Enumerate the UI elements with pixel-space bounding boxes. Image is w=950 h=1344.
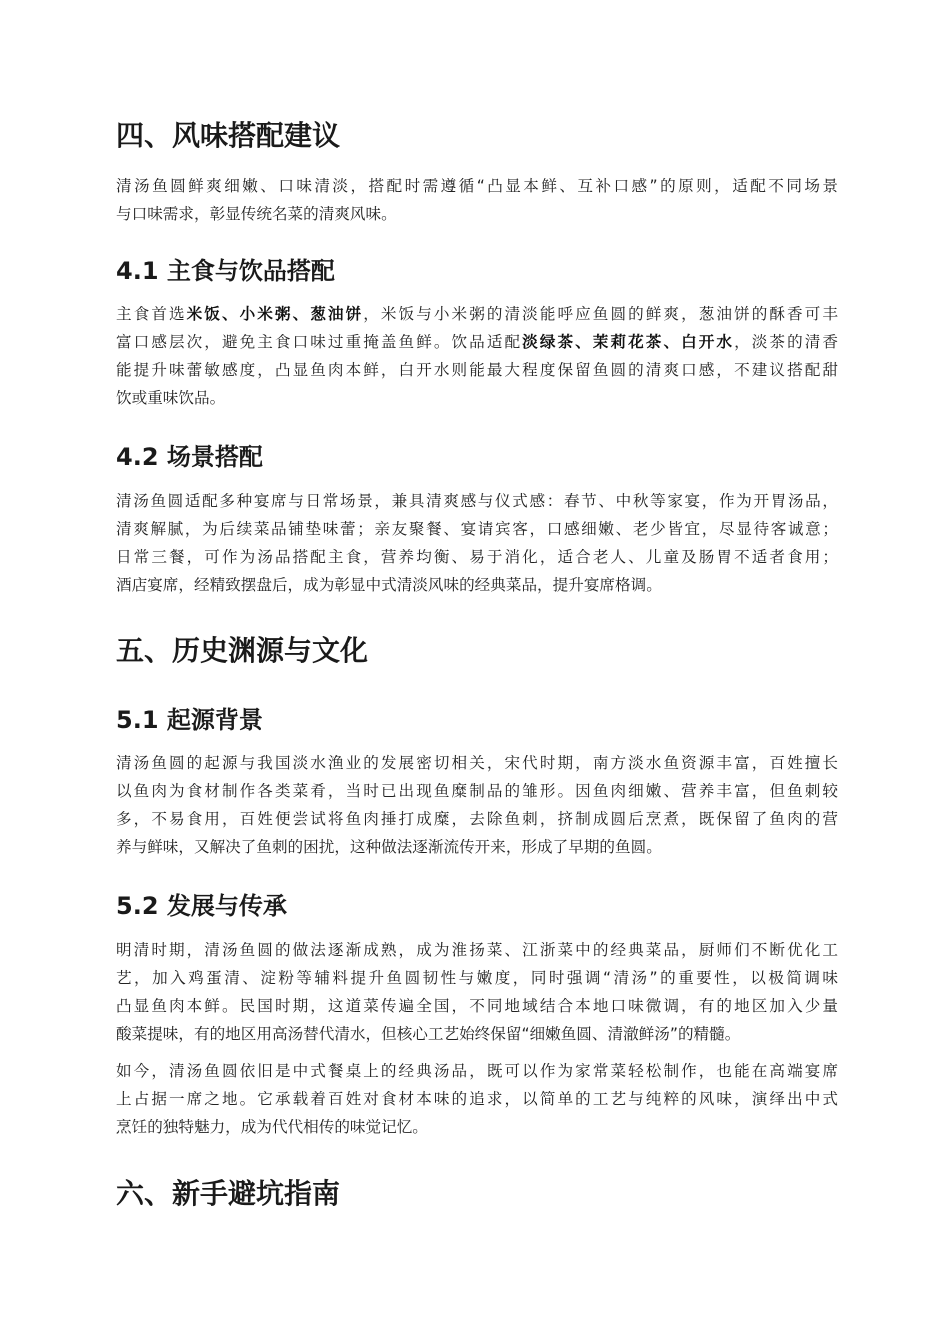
section-4-heading: 四、风味搭配建议 xyxy=(116,119,341,152)
section-5-1-paragraph xyxy=(116,749,838,861)
section-4-2-paragraph xyxy=(116,487,838,599)
section-4-1-heading: 4.1 主食与饮品搭配 xyxy=(116,257,335,285)
section-4-1-line-1 xyxy=(116,300,838,328)
section-5-2-p2-line-1: 如今，清汤鱼圆依旧是中式餐桌上的经典汤品，既可以作为家常菜轻松制作，也能在高端宴席 xyxy=(116,1062,838,1080)
section-4-1-line-2 xyxy=(116,328,838,356)
section-5-2-heading: 5.2 发展与传承 xyxy=(116,892,287,920)
section-5-heading: 五、历史渊源与文化 xyxy=(116,634,369,667)
section-4-intro-line-2: 与口味需求，彰显传统名菜的清爽风味。 xyxy=(116,205,397,223)
section-5-1-line-1: 清汤鱼圆的起源与我国淡水渔业的发展密切相关，宋代时期，南方淡水鱼资源丰富，百姓擅长 xyxy=(116,754,838,772)
section-4-1-line-4: 饮或重味饮品。 xyxy=(116,389,226,407)
section-4-2-line-4: 酒店宴席，经精致摆盘后，成为彰显中式清淡风味的经典菜品，提升宴席格调。 xyxy=(116,576,662,594)
section-5-2-p1-line-2: 艺，加入鸡蛋清、淀粉等辅料提升鱼圆韧性与嫩度，同时强调“清汤”的重要性，以极简调味 xyxy=(116,969,838,987)
section-5-2-p2-line-3: 烹饪的独特魅力，成为代代相传的味觉记忆。 xyxy=(116,1118,428,1136)
section-5-2-p1-line-4: 酸菜提味，有的地区用高汤替代清水，但核心工艺始终保留“细嫩鱼圆、清澈鲜汤”的精髓。 xyxy=(116,1025,741,1043)
section-5-1-heading: 5.1 起源背景 xyxy=(116,706,263,734)
bold-drinks: 淡绿茶、茉莉花茶、白开水 xyxy=(522,333,735,351)
section-4-2-heading: 4.2 场景搭配 xyxy=(116,443,263,471)
section-4-1-paragraph xyxy=(116,300,838,412)
section-5-1-line-2: 以鱼肉为食材制作各类菜肴，当时已出现鱼糜制品的雏形。因鱼肉细嫩、营养丰富，但鱼刺较 xyxy=(116,782,838,800)
section-4-intro xyxy=(116,172,838,228)
text-run: 富口感层次，避免主食口味过重掩盖鱼鲜。饮品适配 xyxy=(116,333,523,351)
section-4-2-line-2: 清爽解腻，为后续菜品铺垫味蕾；亲友聚餐、宴请宾客，口感细嫩、老少皆宜，尽显待客诚意； xyxy=(116,520,838,538)
section-5-2-paragraph-1 xyxy=(116,936,838,1048)
text-run: 主食首选 xyxy=(116,305,187,323)
section-6-heading: 六、新手避坑指南 xyxy=(116,1177,341,1210)
section-4-intro-line-1: 清汤鱼圆鲜爽细嫩、口味清淡，搭配时需遵循“凸显本鲜、互补口感”的原则，适配不同场景 xyxy=(116,177,838,195)
section-4-1-line-3: 能提升味蕾敏感度，凸显鱼肉本鲜，白开水则能最大程度保留鱼圆的清爽口感，不建议搭配甜 xyxy=(116,361,838,379)
section-5-1-line-3: 多，不易食用，百姓便尝试将鱼肉捶打成糜，去除鱼刺，挤制成圆后烹煮，既保留了鱼肉的营 xyxy=(116,810,838,828)
section-4-2-line-1: 清汤鱼圆适配多种宴席与日常场景，兼具清爽感与仪式感：春节、中秋等家宴，作为开胃汤品， xyxy=(116,492,838,510)
section-5-2-p2-line-2: 上占据一席之地。它承载着百姓对食材本味的追求，以简单的工艺与纯粹的风味，演绎出中式 xyxy=(116,1090,838,1108)
section-5-2-p1-line-1: 明清时期，清汤鱼圆的做法逐渐成熟，成为淮扬菜、江浙菜中的经典菜品，厨师们不断优化工 xyxy=(116,941,838,959)
section-5-1-line-4: 养与鲜味，又解决了鱼刺的困扰，这种做法逐渐流传开来，形成了早期的鱼圆。 xyxy=(116,838,662,856)
bold-staples: 米饭、小米粥、葱油饼 xyxy=(186,305,364,323)
section-4-2-line-3: 日常三餐，可作为汤品搭配主食，营养均衡、易于消化，适合老人、儿童及肠胃不适者食用； xyxy=(116,548,838,566)
text-run: ，米饭与小米粥的清淡能呼应鱼圆的鲜爽，葱油饼的酥香可丰 xyxy=(363,305,838,323)
text-run: ，淡茶的清香 xyxy=(734,333,838,351)
section-5-2-paragraph-2 xyxy=(116,1057,838,1141)
section-5-2-p1-line-3: 凸显鱼肉本鲜。民国时期，这道菜传遍全国，不同地域结合本地口味微调，有的地区加入少量 xyxy=(116,997,838,1015)
